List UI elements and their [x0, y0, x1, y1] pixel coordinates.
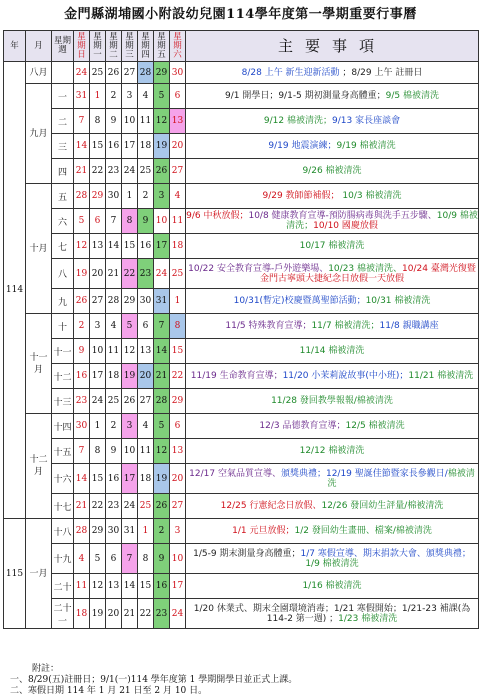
day-cell: 13 — [170, 439, 186, 464]
day-cell: 6 — [106, 544, 122, 574]
event-text: 10/8 健康教育宣導-預防腸病毒與洗手五步驟、 — [248, 211, 437, 221]
week-cell: 十一 — [52, 339, 74, 364]
day-cell: 5 — [90, 544, 106, 574]
month-cell-jan: 一月 — [26, 519, 52, 629]
day-cell: 12 — [122, 339, 138, 364]
event-text: 12/26 發回幼生評量/棉被清洗 — [321, 501, 444, 511]
event-cell — [186, 519, 479, 544]
event-cell — [186, 209, 479, 234]
event-cell — [186, 439, 479, 464]
day-cell: 26 — [154, 494, 170, 519]
day-cell: 4 — [138, 84, 154, 109]
day-cell: 28 — [106, 289, 122, 314]
event-text: 9/19 地震演練； — [268, 141, 337, 151]
event-text: 10/31 棉被清洗 — [365, 296, 431, 306]
event-text: 9/1 開學日；9/1-5 期初測量身高體重； — [224, 91, 386, 101]
event-cell — [186, 259, 479, 289]
day-cell: 13 — [138, 339, 154, 364]
day-cell: 21 — [74, 159, 90, 184]
day-cell: 29 — [154, 62, 170, 84]
day-cell: 6 — [90, 209, 106, 234]
day-cell: 25 — [138, 494, 154, 519]
table-row — [4, 289, 479, 314]
day-cell: 5 — [154, 84, 170, 109]
table-row — [4, 464, 479, 494]
day-cell: 11 — [106, 339, 122, 364]
day-cell: 16 — [138, 234, 154, 259]
day-cell: 29 — [170, 389, 186, 414]
day-cell: 22 — [90, 494, 106, 519]
table-row — [4, 389, 479, 414]
week-cell: 三 — [52, 134, 74, 159]
event-cell — [186, 494, 479, 519]
event-text: ；8/29 上午 註冊日 — [339, 67, 423, 78]
day-cell: 27 — [170, 159, 186, 184]
event-cell — [186, 84, 479, 109]
day-cell: 16 — [74, 364, 90, 389]
day-cell: 10 — [122, 439, 138, 464]
event-text: 11/5 特殊教育宣導； — [225, 321, 312, 331]
day-cell: 3 — [170, 519, 186, 544]
page-title: 金門縣湖埔國小附設幼兒園114學年度第一學期重要行事曆 — [64, 7, 417, 22]
day-cell: 15 — [170, 339, 186, 364]
day-cell: 19 — [90, 599, 106, 629]
day-cell: 13 — [90, 234, 106, 259]
day-cell: 2 — [74, 314, 90, 339]
day-cell: 9 — [154, 544, 170, 574]
day-cell: 26 — [122, 389, 138, 414]
day-cell: 12 — [154, 109, 170, 134]
event-text: 10/31(暫定)校慶暨萬聖節活動； — [233, 296, 366, 306]
day-cell: 20 — [90, 259, 106, 289]
day-cell: 18 — [106, 364, 122, 389]
day-cell: 24 — [122, 159, 138, 184]
day-cell: 27 — [122, 62, 138, 84]
day-cell: 10 — [122, 109, 138, 134]
day-cell: 19 — [122, 364, 138, 389]
event-text: 10/17 棉被清洗 — [299, 241, 365, 251]
header-month: 月 — [26, 31, 52, 62]
month-cell-dec: 十二月 — [26, 414, 52, 519]
day-cell: 21 — [106, 259, 122, 289]
event-cell — [186, 184, 479, 209]
event-cell — [186, 574, 479, 599]
day-cell: 12 — [90, 574, 106, 599]
day-cell: 10 — [90, 339, 106, 364]
day-cell: 1 — [170, 289, 186, 314]
day-cell: 15 — [138, 574, 154, 599]
event-cell — [186, 234, 479, 259]
day-cell: 9 — [138, 209, 154, 234]
day-cell: 7 — [106, 209, 122, 234]
header-fri: 星期五 — [154, 31, 170, 62]
week-cell: 十二 — [52, 364, 74, 389]
table-row — [4, 494, 479, 519]
table-row — [4, 314, 479, 339]
day-cell: 21 — [154, 364, 170, 389]
table-row — [4, 159, 479, 184]
day-cell: 17 — [170, 574, 186, 599]
day-cell: 8 — [90, 439, 106, 464]
week-cell: 八 — [52, 259, 74, 289]
day-cell: 18 — [138, 134, 154, 159]
day-cell: 22 — [90, 159, 106, 184]
event-cell — [186, 464, 479, 494]
day-cell: 12 — [74, 234, 90, 259]
day-cell: 19 — [154, 464, 170, 494]
event-text: 1/9 棉被清洗 — [305, 558, 359, 569]
table-row — [4, 364, 479, 389]
event-text: 9/6 中秋放假； — [186, 211, 249, 221]
event-text: 1/20 休業式、期末全園環境消毒；1/21 寒假開始；1/21-23 補課(為 114-2 第一週) ； — [193, 603, 471, 624]
week-cell: 九 — [52, 289, 74, 314]
week-cell: 十三 — [52, 389, 74, 414]
day-cell: 23 — [106, 494, 122, 519]
week-cell: 二十 — [52, 574, 74, 599]
event-text: 8/28 上午 新生迎新活動 — [241, 67, 340, 78]
event-text: 12/5 棉被清洗 — [345, 421, 405, 431]
table-row — [4, 109, 479, 134]
event-text: 11/21 棉被清洗 — [408, 371, 474, 381]
table-row — [4, 599, 479, 629]
table-row — [4, 339, 479, 364]
event-text: 10/9 棉被清洗； — [286, 211, 478, 231]
week-cell: 十六 — [52, 464, 74, 494]
table-row — [4, 574, 479, 599]
day-cell: 21 — [122, 599, 138, 629]
event-text: 棉被清洗 — [327, 468, 475, 489]
month-cell-sep: 九月 — [26, 84, 52, 184]
event-text: 1/1 元旦放假； — [232, 526, 295, 536]
table-row — [4, 544, 479, 574]
event-cell — [186, 289, 479, 314]
week-cell: 七 — [52, 234, 74, 259]
day-cell: 31 — [154, 289, 170, 314]
event-text: 10/3 棉被清洗 — [339, 191, 402, 201]
day-cell: 7 — [154, 314, 170, 339]
day-cell: 2 — [106, 414, 122, 439]
day-cell: 10 — [170, 544, 186, 574]
day-cell: 26 — [106, 62, 122, 84]
day-cell: 27 — [90, 289, 106, 314]
table-row — [4, 259, 479, 289]
week-cell: 十九 — [52, 544, 74, 574]
day-cell: 31 — [122, 519, 138, 544]
day-cell: 31 — [74, 84, 90, 109]
day-cell: 6 — [170, 84, 186, 109]
day-cell: 3 — [122, 84, 138, 109]
day-cell: 22 — [138, 599, 154, 629]
event-cell — [186, 62, 479, 84]
day-cell: 28 — [138, 62, 154, 84]
event-cell — [186, 364, 479, 389]
day-cell: 22 — [122, 259, 138, 289]
day-cell: 25 — [170, 259, 186, 289]
header-wed: 星期三 — [122, 31, 138, 62]
day-cell: 29 — [90, 519, 106, 544]
week-cell: 十 — [52, 314, 74, 339]
day-cell: 17 — [154, 234, 170, 259]
calendar-table — [3, 30, 479, 629]
day-cell: 20 — [170, 134, 186, 159]
day-cell: 24 — [170, 599, 186, 629]
table-row — [4, 519, 479, 544]
notes — [10, 664, 475, 697]
day-cell: 27 — [138, 389, 154, 414]
event-text: 11/14 棉被清洗 — [299, 346, 365, 356]
event-text: 9/13 家長座談會 — [332, 116, 401, 126]
header-tue: 星期二 — [106, 31, 122, 62]
day-cell: 21 — [74, 494, 90, 519]
day-cell: 18 — [138, 464, 154, 494]
day-cell: 24 — [154, 259, 170, 289]
day-cell: 18 — [170, 234, 186, 259]
day-cell: 23 — [138, 259, 154, 289]
event-text: 12/17 空氣品質宣導、 — [189, 468, 281, 479]
day-cell: 17 — [122, 134, 138, 159]
event-text: 10/24 臺灣光復暨金門古寧頭大捷紀念日放假一天放假 — [259, 263, 476, 284]
day-cell: 14 — [74, 464, 90, 494]
table-row — [4, 234, 479, 259]
month-cell-nov: 十一月 — [26, 314, 52, 414]
month-cell-aug: 八月 — [26, 62, 52, 84]
day-cell: 11 — [170, 209, 186, 234]
day-cell: 20 — [170, 464, 186, 494]
day-cell: 23 — [154, 599, 170, 629]
day-cell: 8 — [170, 314, 186, 339]
day-cell: 8 — [138, 544, 154, 574]
day-cell: 7 — [74, 439, 90, 464]
event-text: 11/7 棉被清洗； — [311, 321, 380, 331]
day-cell: 6 — [138, 314, 154, 339]
event-text: 10/23 棉被清洗、 — [328, 263, 403, 274]
header-mon: 星期一 — [90, 31, 106, 62]
day-cell: 29 — [122, 289, 138, 314]
event-text: 12/12 棉被清洗 — [299, 446, 365, 456]
week-cell: 二 — [52, 109, 74, 134]
month-cell-oct: 十月 — [26, 184, 52, 314]
day-cell: 14 — [154, 339, 170, 364]
week-cell: 二十一 — [52, 599, 74, 629]
table-row — [4, 134, 479, 159]
header-sat: 星期六 — [170, 31, 186, 62]
header-year: 年 — [4, 31, 26, 62]
day-cell: 9 — [106, 109, 122, 134]
day-cell: 17 — [122, 464, 138, 494]
event-cell — [186, 544, 479, 574]
day-cell: 30 — [170, 62, 186, 84]
event-cell — [186, 134, 479, 159]
day-cell: 15 — [90, 134, 106, 159]
day-cell: 20 — [106, 599, 122, 629]
day-cell: 17 — [90, 364, 106, 389]
day-cell: 28 — [74, 519, 90, 544]
day-cell: 14 — [74, 134, 90, 159]
header-row — [4, 31, 479, 62]
day-cell: 27 — [170, 494, 186, 519]
day-cell: 30 — [74, 414, 90, 439]
day-cell: 18 — [74, 599, 90, 629]
event-text: 10/10 國慶放假 — [313, 221, 378, 231]
day-cell: 22 — [170, 364, 186, 389]
note-2: 二、寒假日期 114 年 1 月 21 日至 2 月 10 日。 — [10, 686, 208, 696]
event-text: 1/7 寒假宣導、期末捐款大會、頒獎典禮； — [300, 548, 471, 559]
header-sun: 星期日 — [74, 31, 90, 62]
week-cell — [52, 62, 74, 84]
day-cell: 2 — [138, 184, 154, 209]
day-cell: 4 — [170, 184, 186, 209]
day-cell: 5 — [122, 314, 138, 339]
day-cell: 24 — [74, 62, 90, 84]
table-row — [4, 439, 479, 464]
day-cell: 1 — [90, 414, 106, 439]
event-cell — [186, 599, 479, 629]
day-cell: 24 — [90, 389, 106, 414]
day-cell: 16 — [106, 464, 122, 494]
day-cell: 29 — [90, 184, 106, 209]
event-text: 9/5 棉被清洗 — [385, 91, 440, 101]
table-row — [4, 84, 479, 109]
event-text: 11/19 生命教育宣導； — [190, 371, 283, 381]
event-text: 9/12 棉被清洗； — [263, 116, 332, 126]
day-cell: 3 — [154, 184, 170, 209]
day-cell: 11 — [138, 109, 154, 134]
day-cell: 14 — [106, 234, 122, 259]
week-cell: 五 — [52, 184, 74, 209]
day-cell: 20 — [138, 364, 154, 389]
day-cell: 3 — [90, 314, 106, 339]
day-cell: 8 — [122, 209, 138, 234]
event-text: 1/16 棉被清洗 — [302, 581, 362, 591]
event-text: 1/2 發回幼生畫冊、檔案/棉被清洗 — [294, 526, 432, 536]
day-cell: 26 — [74, 289, 90, 314]
event-text: 1/23 棉被清洗 — [338, 613, 398, 624]
table-row — [4, 62, 479, 84]
event-text: 10/22 安全教育宣導-戶外遊樂場、 — [188, 263, 329, 274]
event-text: 12/25 行憲紀念日放假、 — [220, 501, 322, 511]
event-cell — [186, 339, 479, 364]
day-cell: 2 — [106, 84, 122, 109]
day-cell: 5 — [74, 209, 90, 234]
week-cell: 一 — [52, 84, 74, 109]
day-cell: 15 — [90, 464, 106, 494]
table-row — [4, 209, 479, 234]
year-cell-114: 114 — [4, 62, 26, 519]
event-text: 9/26 棉被清洗 — [302, 166, 362, 176]
week-cell: 十七 — [52, 494, 74, 519]
event-text: 11/20 小茉莉說故事(中小班)； — [282, 371, 409, 381]
day-cell: 16 — [154, 574, 170, 599]
day-cell: 25 — [90, 62, 106, 84]
day-cell: 16 — [106, 134, 122, 159]
day-cell: 2 — [154, 519, 170, 544]
day-cell: 6 — [170, 414, 186, 439]
day-cell: 26 — [154, 159, 170, 184]
week-cell: 六 — [52, 209, 74, 234]
day-cell: 10 — [154, 209, 170, 234]
event-text: 1/5-9 期末測量身高體重； — [193, 548, 301, 559]
week-cell: 十五 — [52, 439, 74, 464]
event-text: 9/19 棉被清洗 — [336, 141, 396, 151]
event-cell — [186, 314, 479, 339]
header-week: 星期 週 — [52, 31, 74, 62]
event-cell — [186, 414, 479, 439]
notes-label: 附註： — [32, 664, 60, 674]
day-cell: 11 — [138, 439, 154, 464]
day-cell: 12 — [154, 439, 170, 464]
day-cell: 4 — [138, 414, 154, 439]
day-cell: 13 — [170, 109, 186, 134]
event-text: 9/29 教師節補假； — [262, 191, 340, 201]
day-cell: 28 — [154, 389, 170, 414]
day-cell: 3 — [122, 414, 138, 439]
day-cell: 19 — [154, 134, 170, 159]
event-cell — [186, 389, 479, 414]
event-cell — [186, 159, 479, 184]
week-cell: 十四 — [52, 414, 74, 439]
day-cell: 1 — [90, 84, 106, 109]
day-cell: 15 — [122, 234, 138, 259]
day-cell: 25 — [138, 159, 154, 184]
day-cell: 28 — [74, 184, 90, 209]
day-cell: 4 — [106, 314, 122, 339]
table-row — [4, 414, 479, 439]
week-cell: 四 — [52, 159, 74, 184]
table-row — [4, 184, 479, 209]
event-text: 11/28 發回教學報報/棉被清洗 — [271, 396, 393, 406]
year-cell-115: 115 — [4, 519, 26, 629]
header-main: 主要事項 — [186, 31, 479, 62]
day-cell: 11 — [74, 574, 90, 599]
note-1: 一、8/29(五)註冊日；9/1(一)114 學年度第 1 學期開學日並正式上課。 — [10, 675, 298, 685]
week-cell: 十八 — [52, 519, 74, 544]
day-cell: 24 — [122, 494, 138, 519]
day-cell: 19 — [74, 259, 90, 289]
day-cell: 5 — [154, 414, 170, 439]
day-cell: 30 — [138, 289, 154, 314]
header-thu: 星期四 — [138, 31, 154, 62]
day-cell: 7 — [74, 109, 90, 134]
day-cell: 9 — [74, 339, 90, 364]
day-cell: 8 — [90, 109, 106, 134]
day-cell: 25 — [106, 389, 122, 414]
day-cell: 4 — [74, 544, 90, 574]
event-text: 頒獎典禮；12/19 聖誕佳節暨家長參觀日/ — [280, 468, 448, 479]
day-cell: 7 — [122, 544, 138, 574]
day-cell: 14 — [122, 574, 138, 599]
day-cell: 23 — [106, 159, 122, 184]
event-text: 12/3 品德教育宣導； — [259, 421, 346, 431]
day-cell: 23 — [74, 389, 90, 414]
event-cell — [186, 109, 479, 134]
day-cell: 1 — [138, 519, 154, 544]
day-cell: 1 — [122, 184, 138, 209]
day-cell: 13 — [106, 574, 122, 599]
day-cell: 30 — [106, 519, 122, 544]
event-text: 11/8 親職講座 — [379, 321, 439, 331]
day-cell: 9 — [106, 439, 122, 464]
day-cell: 30 — [106, 184, 122, 209]
